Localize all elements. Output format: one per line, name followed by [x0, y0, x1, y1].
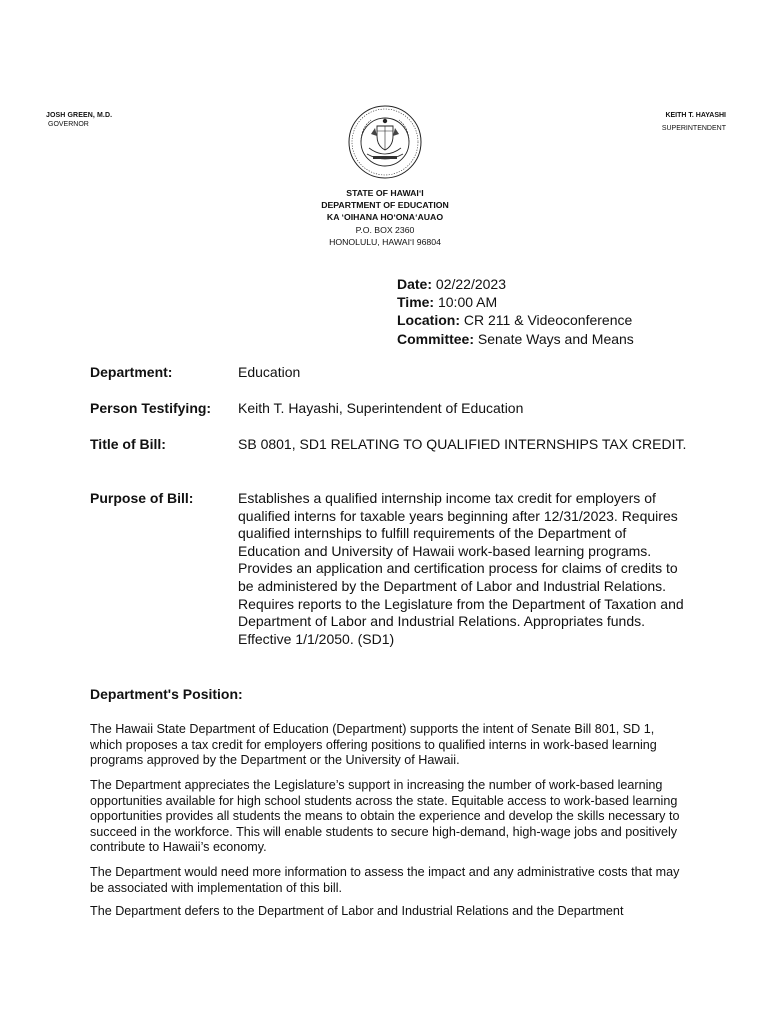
position-paragraph-2: The Department appreciates the Legislature’s support in increasing the number of work-based learning opportunities available for high school students across the state. Equitable access to work-based learning opportunities provides all students the means to obtain the experience and develop the skills necessary to succeed in the workforce. This will enable students to secure high-demand, high-wage jobs and positively contribute to Hawaii’s economy. — [90, 778, 680, 855]
department-value: Education — [238, 364, 301, 380]
hearing-location: Location: CR 211 & Videoconference — [397, 312, 633, 329]
position-paragraph-4: The Department defers to the Department of Labor and Industrial Relations and the Department — [90, 904, 624, 918]
superintendent-block — [662, 112, 726, 132]
hearing-time: Time: 10:00 AM — [397, 294, 498, 311]
department-label: Department: — [90, 364, 173, 380]
agency-hawaiian-name: KA ʻOIHANA HOʻONAʻAUAO — [326, 212, 444, 223]
agency-state: STATE OF HAWAIʻI — [346, 188, 424, 198]
agency-department: DEPARTMENT OF EDUCATION — [321, 200, 449, 211]
person-label: Person Testifying: — [90, 400, 212, 416]
position-heading: Department's Position: — [90, 686, 243, 702]
title-value: SB 0801, SD1 RELATING TO QUALIFIED INTERNSHIPS TAX CREDIT. — [238, 436, 687, 452]
purpose-value: Establishes a qualified internship income tax credit for employers of qualified interns for taxable years beginning after 12/31/2023. Requires qualified internships to fulfill requirements of the Department of Education and University of Hawaii work-based learning programs. Provides an application and certification process for claims of credits to be administered by the Department of Labor and Industrial Relations. Requires reports to the Legislature from the Department of Taxation and Department of Labor and Industrial Relations. Appropriates funds. Effective 1/1/2050. (SD1) — [238, 490, 684, 647]
agency-address — [0, 187, 770, 248]
position-paragraph-1: The Hawaii State Department of Education (Department) supports the intent of Senate Bill 801, SD 1, which proposes a tax credit for employers offering positions to qualified interns in work-based learning programs approved by the Department or the University of Hawaii. — [90, 722, 657, 768]
superintendent-name: KEITH T. HAYASHI — [665, 112, 726, 119]
hearing-committee: Committee: Senate Ways and Means — [397, 330, 634, 347]
hearing-details — [397, 275, 634, 348]
superintendent-title: SUPERINTENDENT — [661, 125, 726, 132]
position-paragraph-3: The Department would need more information to assess the impact and any administrative costs that may be associated with implementation of this bill. — [90, 865, 680, 895]
governor-title: GOVERNOR — [48, 121, 89, 128]
agency-pobox: P.O. BOX 2360 — [355, 224, 415, 235]
agency-city: HONOLULU, HAWAIʻI 96804 — [329, 236, 441, 247]
governor-block — [46, 112, 112, 128]
state-seal-icon — [347, 104, 423, 180]
person-value: Keith T. Hayashi, Superintendent of Education — [238, 400, 524, 416]
hearing-date: Date: 02/22/2023 — [397, 276, 506, 292]
purpose-label: Purpose of Bill: — [90, 490, 194, 506]
title-label: Title of Bill: — [90, 436, 166, 452]
governor-name: JOSH GREEN, M.D. — [46, 112, 113, 119]
